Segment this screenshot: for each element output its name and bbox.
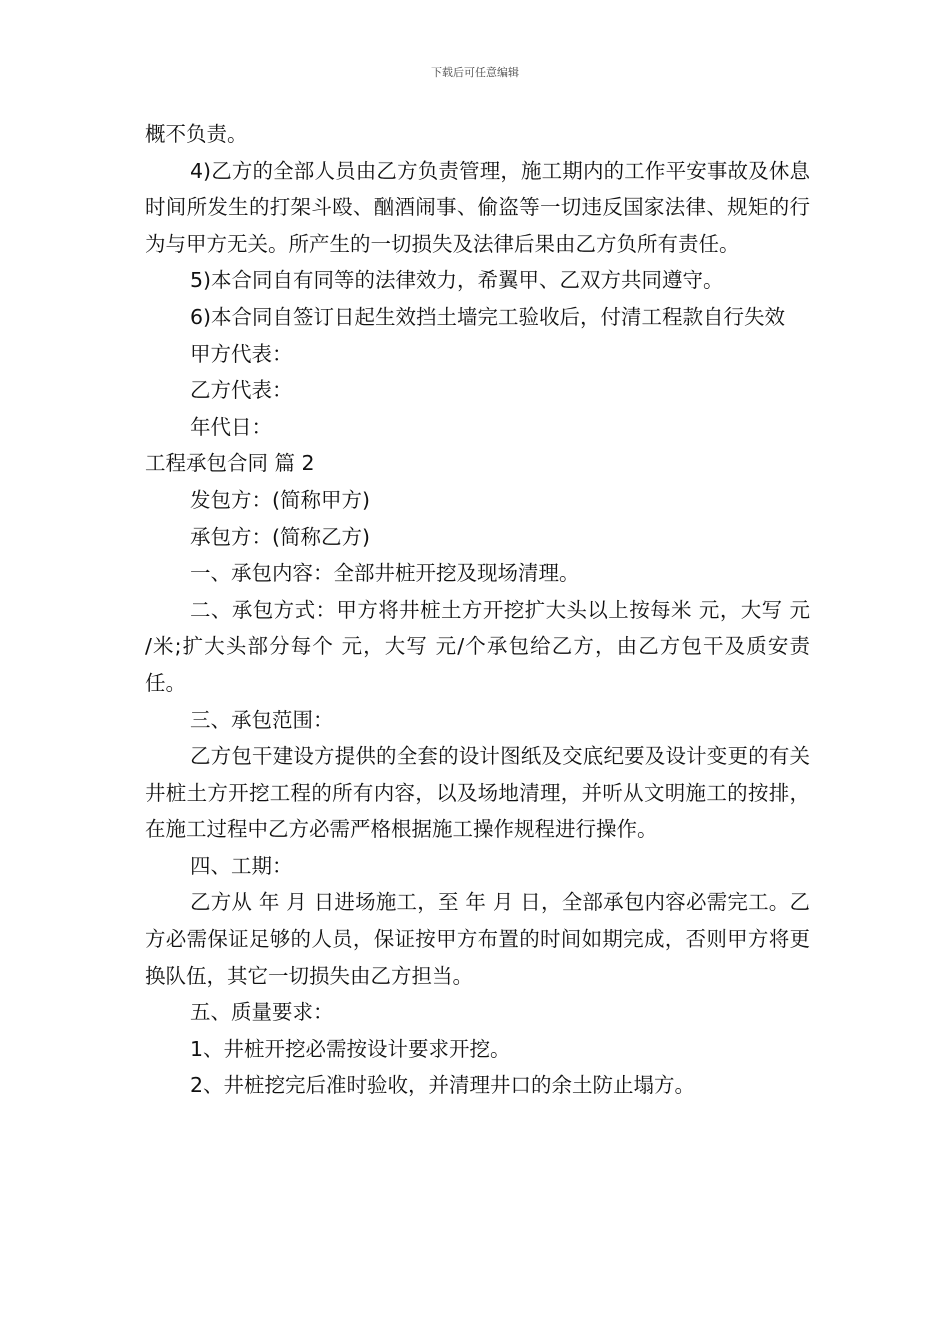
paragraph: 承包方：(简称乙方) <box>190 524 370 549</box>
section-title: 工程承包合同 篇 2 <box>145 451 315 476</box>
signature-line-party-a: 甲方代表： <box>190 341 293 366</box>
paragraph: 二、承包方式：甲方将井桩土方开挖扩大头以上按每米 元，大写 元 /米;扩大头部分每个 元，大写 元/个承包给乙方，由乙方包干及质安责任。 <box>145 597 810 695</box>
paragraph: 概不负责。 <box>145 122 248 146</box>
paragraph: 一、承包内容：全部井桩开挖及现场清理。 <box>190 561 580 586</box>
signature-line-party-b: 乙方代表： <box>190 378 293 403</box>
paragraph: 四、工期： <box>190 853 293 878</box>
paragraph: 乙方从 年 月 日进场施工，至 年 月 日，全部承包内容必需完工。乙方必需保证足够的人员，保证按甲方布置的时间如期完成，否则甲方将更换队伍，其它一切损失由乙方担当。 <box>145 890 810 988</box>
page-header: 下载后可任意编辑 <box>431 66 519 79</box>
paragraph: 5)本合同自有同等的法律效力，希翼甲、乙双方共同遵守。 <box>190 268 724 293</box>
paragraph: 4)乙方的全部人员由乙方负责管理，施工期内的工作平安事故及休息时间所发生的打架斗殴、酗酒闹事、偷盗等一切违反国家法律、规矩的行为与甲方无关。所产生的一切损失及法律后果由乙方负所有责任。 <box>145 158 810 256</box>
date-line: 年代日： <box>190 414 272 439</box>
paragraph: 三、承包范围： <box>190 707 334 732</box>
paragraph: 五、质量要求： <box>190 1000 334 1025</box>
paragraph: 6)本合同自签订日起生效挡土墙完工验收后，付清工程款自行失效 <box>190 304 786 329</box>
paragraph: 1、井桩开挖必需按设计要求开挖。 <box>190 1036 511 1061</box>
document-body <box>145 116 810 1104</box>
paragraph: 发包方：(简称甲方) <box>190 487 370 512</box>
paragraph: 乙方包干建设方提供的全套的设计图纸及交底纪要及设计变更的有关井桩土方开挖工程的所有内容，以及场地清理，并听从文明施工的按排，在施工过程中乙方必需严格根据施工操作规程进行操作。 <box>145 744 810 842</box>
paragraph: 2、井桩挖完后准时验收，并清理井口的余土防止塌方。 <box>190 1073 696 1098</box>
